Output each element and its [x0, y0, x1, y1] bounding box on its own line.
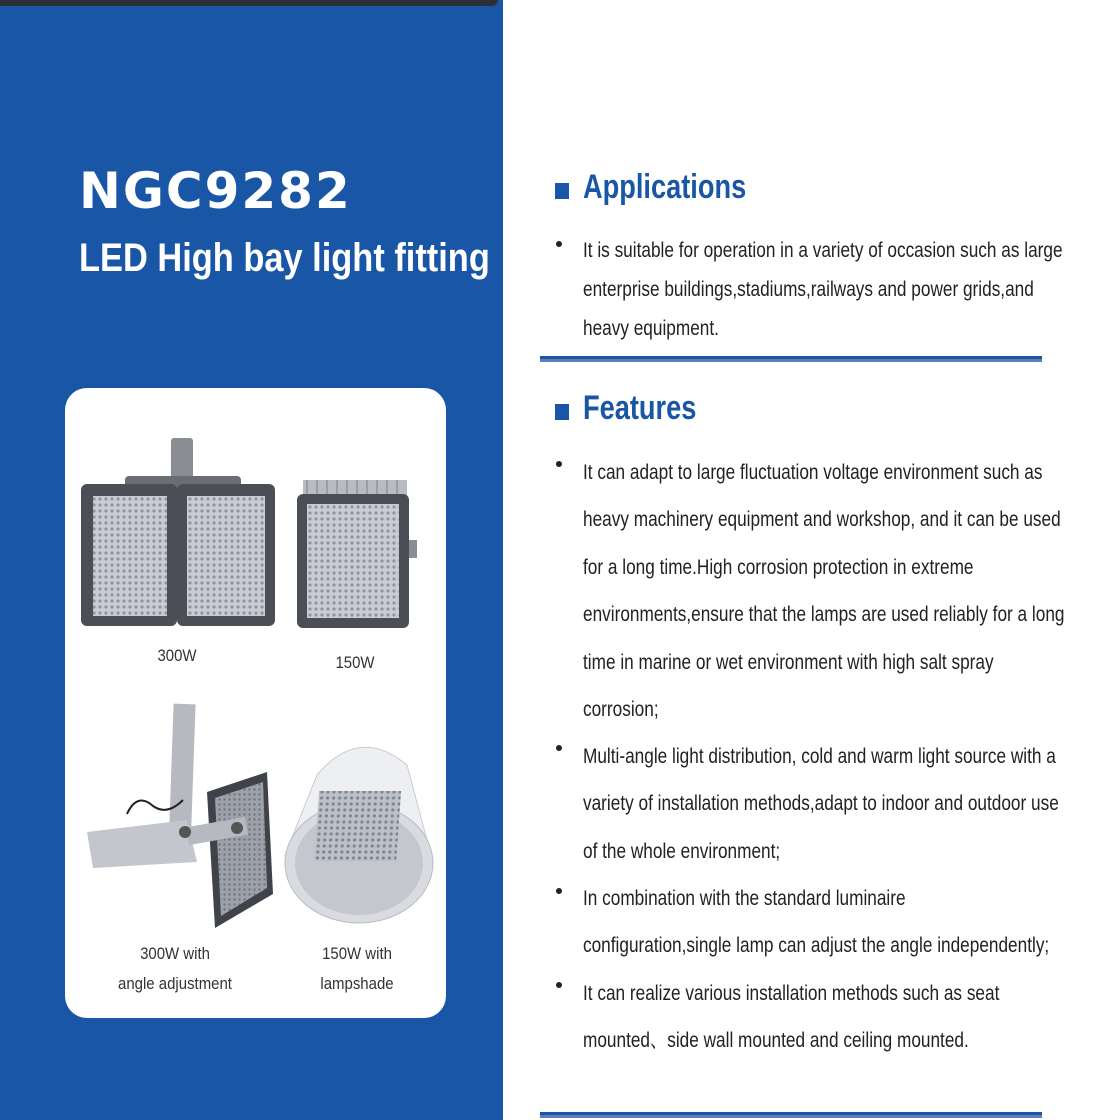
caption-line: 300W — [157, 646, 197, 665]
text-line: It is suitable for operation in a variety of occasion such as large — [583, 239, 1063, 262]
applications-marker-icon — [555, 183, 569, 199]
product-model: NGC9282 — [79, 162, 352, 220]
text-line: Multi-angle light distribution, cold and warm light source with a — [583, 745, 1056, 768]
left-blue-panel — [0, 0, 503, 1120]
text-line: environments,ensure that the lamps are used reliably for a long — [583, 603, 1065, 627]
caption-line: 150W — [335, 653, 375, 672]
features-item-4 — [583, 970, 1042, 1065]
caption-line: lampshade — [320, 974, 394, 993]
applications-title: Applications — [583, 168, 747, 206]
text-line: for a long time.High corrosion protection in extreme — [583, 555, 974, 579]
applications-item-1 — [583, 231, 1063, 348]
text-line: corrosion; — [583, 698, 659, 722]
features-title: Features — [583, 389, 697, 427]
text-line: It can adapt to large fluctuation voltage environment such as — [583, 461, 1043, 484]
text-line: of the whole environment; — [583, 839, 781, 863]
caption-line: 150W with — [322, 944, 392, 963]
top-dark-strip — [0, 0, 498, 6]
bullet-icon — [556, 745, 562, 751]
caption-line: 300W with — [140, 944, 210, 963]
text-line: In combination with the standard luminaire — [583, 887, 906, 910]
bullet-icon — [556, 241, 562, 247]
text-line: It can realize various installation methods such as seat — [583, 982, 1000, 1005]
text-line: variety of installation methods,adapt to indoor and outdoor use — [583, 792, 1059, 816]
features-item-3 — [583, 875, 1050, 970]
caption-line: angle adjustment — [118, 974, 232, 993]
bullet-icon — [556, 888, 562, 894]
text-line: heavy machinery equipment and workshop, and it can be used — [583, 508, 1061, 532]
photo-caption-150w-lampshade — [304, 939, 410, 999]
text-line: heavy equipment. — [583, 317, 719, 340]
product-photo-card — [65, 388, 446, 1018]
text-line: time in marine or wet environment with high salt spray — [583, 650, 994, 674]
section-divider — [540, 1112, 1042, 1118]
floodlight-lampshade-icon — [281, 735, 437, 927]
photo-caption-300w-angle — [105, 939, 246, 999]
product-subtitle: LED High bay light fitting — [79, 236, 490, 280]
features-item-1 — [583, 449, 1065, 733]
bullet-icon — [556, 461, 562, 467]
section-divider — [540, 356, 1042, 362]
floodlight-single-150w-icon — [295, 480, 421, 630]
features-item-2 — [583, 733, 1059, 875]
text-line: enterprise buildings,stadiums,railways and power grids,and — [583, 278, 1034, 301]
text-line: mounted、side wall mounted and ceiling mounted. — [583, 1029, 969, 1053]
features-marker-icon — [555, 404, 569, 420]
photo-caption-150w — [311, 648, 399, 678]
photo-caption-300w — [133, 641, 221, 671]
bullet-icon — [556, 982, 562, 988]
text-line: configuration,single lamp can adjust the angle independently; — [583, 934, 1050, 958]
floodlight-double-300w-icon — [79, 436, 279, 631]
floodlight-angle-adjust-icon — [87, 702, 273, 928]
